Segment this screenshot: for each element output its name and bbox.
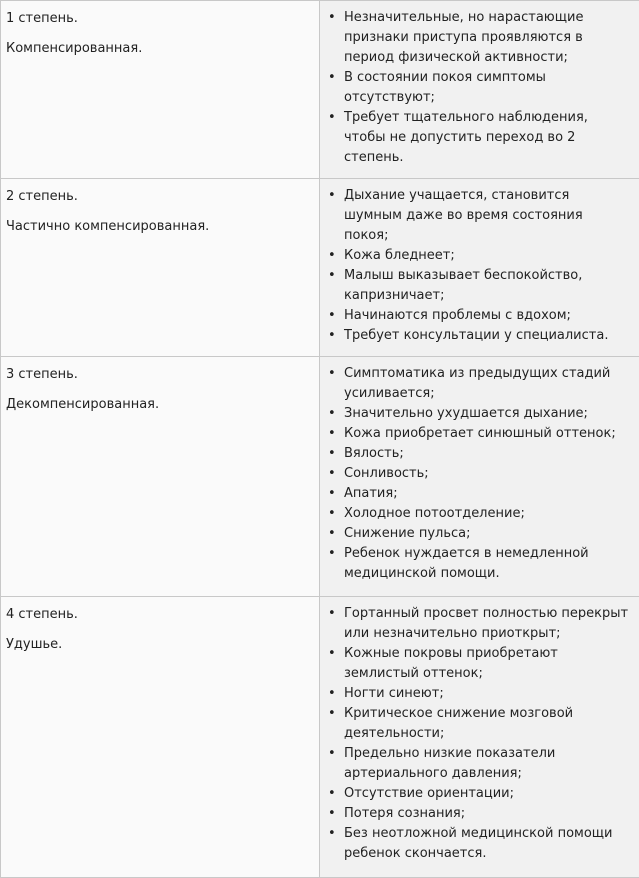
stage-cell	[1, 597, 320, 878]
stage-name: Декомпенсированная.	[6, 395, 319, 415]
bullet-icon: •	[328, 744, 336, 764]
bullet-icon: •	[328, 824, 336, 844]
table-row	[1, 179, 639, 357]
symptom-text: Кожа приобретает синюшный оттенок;	[344, 426, 616, 441]
symptom-list	[320, 8, 631, 168]
symptom-text: Требует тщательного наблюдения, чтобы не допустить переход во 2 степень.	[344, 110, 588, 165]
list-item	[344, 246, 631, 266]
stage-name: Частично компенсированная.	[6, 217, 319, 237]
symptom-list	[320, 604, 631, 864]
list-item	[344, 484, 631, 504]
symptom-text: Вялость;	[344, 446, 404, 461]
symptom-text: Малыш выказывает беспокойство, капризничает;	[344, 268, 582, 303]
bullet-icon: •	[328, 804, 336, 824]
symptom-text: Ребенок нуждается в немедленной медицинской помощи.	[344, 546, 589, 581]
symptom-text: Отсутствие ориентации;	[344, 786, 514, 801]
bullet-icon: •	[328, 68, 336, 88]
stage-name: Удушье.	[6, 635, 319, 655]
list-item	[344, 404, 631, 424]
symptom-text: Гортанный просвет полностью перекрыт или незначительно приоткрыт;	[344, 606, 628, 641]
symptoms-cell	[320, 179, 639, 357]
bullet-icon: •	[328, 524, 336, 544]
list-item	[344, 8, 631, 68]
symptom-text: Симптоматика из предыдущих стадий усиливается;	[344, 366, 610, 401]
symptom-text: Снижение пульса;	[344, 526, 470, 541]
list-item	[344, 804, 631, 824]
list-item	[344, 326, 631, 346]
symptom-text: Потеря сознания;	[344, 806, 465, 821]
list-item	[344, 544, 631, 584]
list-item	[344, 266, 631, 306]
bullet-icon: •	[328, 108, 336, 128]
symptom-text: Без неотложной медицинской помощи ребенок скончается.	[344, 826, 612, 861]
bullet-icon: •	[328, 704, 336, 724]
symptom-text: Дыхание учащается, становится шумным даже во время состояния покоя;	[344, 188, 583, 243]
symptoms-cell	[320, 1, 639, 179]
symptom-list	[320, 364, 631, 584]
list-item	[344, 444, 631, 464]
list-item	[344, 784, 631, 804]
stage-cell	[1, 357, 320, 597]
table-row	[1, 357, 639, 597]
bullet-icon: •	[328, 306, 336, 326]
symptoms-cell	[320, 597, 639, 878]
list-item	[344, 604, 631, 644]
table-row	[1, 1, 639, 179]
stage-number: 2 степень.	[6, 187, 319, 207]
list-item	[344, 108, 631, 168]
stage-number: 4 степень.	[6, 605, 319, 625]
list-item	[344, 464, 631, 484]
symptom-text: Незначительные, но нарастающие признаки приступа проявляются в период физической активности;	[344, 10, 583, 65]
table-row	[1, 597, 639, 878]
bullet-icon: •	[328, 684, 336, 704]
stage-cell	[1, 179, 320, 357]
stage-number: 3 степень.	[6, 365, 319, 385]
bullet-icon: •	[328, 266, 336, 286]
bullet-icon: •	[328, 424, 336, 444]
list-item	[344, 704, 631, 744]
stage-name: Компенсированная.	[6, 39, 319, 59]
bullet-icon: •	[328, 484, 336, 504]
list-item	[344, 524, 631, 544]
bullet-icon: •	[328, 364, 336, 384]
symptom-text: Холодное потоотделение;	[344, 506, 525, 521]
symptom-text: Критическое снижение мозговой деятельности;	[344, 706, 573, 741]
bullet-icon: •	[328, 444, 336, 464]
list-item	[344, 186, 631, 246]
bullet-icon: •	[328, 784, 336, 804]
bullet-icon: •	[328, 604, 336, 624]
stage-number: 1 степень.	[6, 9, 319, 29]
bullet-icon: •	[328, 326, 336, 346]
list-item	[344, 364, 631, 404]
list-item	[344, 684, 631, 704]
bullet-icon: •	[328, 464, 336, 484]
symptom-text: Предельно низкие показатели артериального давления;	[344, 746, 555, 781]
bullet-icon: •	[328, 246, 336, 266]
symptoms-cell	[320, 357, 639, 597]
symptom-list	[320, 186, 631, 346]
bullet-icon: •	[328, 504, 336, 524]
bullet-icon: •	[328, 404, 336, 424]
list-item	[344, 644, 631, 684]
bullet-icon: •	[328, 544, 336, 564]
symptom-text: В состоянии покоя симптомы отсутствуют;	[344, 70, 546, 105]
list-item	[344, 504, 631, 524]
symptom-text: Кожные покровы приобретают землистый оттенок;	[344, 646, 558, 681]
list-item	[344, 744, 631, 784]
symptom-text: Сонливость;	[344, 466, 429, 481]
symptom-text: Ногти синеют;	[344, 686, 444, 701]
bullet-icon: •	[328, 8, 336, 28]
symptom-text: Значительно ухудшается дыхание;	[344, 406, 588, 421]
symptom-text: Начинаются проблемы с вдохом;	[344, 308, 571, 323]
bullet-icon: •	[328, 644, 336, 664]
symptom-text: Требует консультации у специалиста.	[344, 328, 608, 343]
list-item	[344, 68, 631, 108]
symptom-text: Кожа бледнеет;	[344, 248, 455, 263]
list-item	[344, 306, 631, 326]
symptom-text: Апатия;	[344, 486, 398, 501]
list-item	[344, 824, 631, 864]
list-item	[344, 424, 631, 444]
bullet-icon: •	[328, 186, 336, 206]
stage-cell	[1, 1, 320, 179]
